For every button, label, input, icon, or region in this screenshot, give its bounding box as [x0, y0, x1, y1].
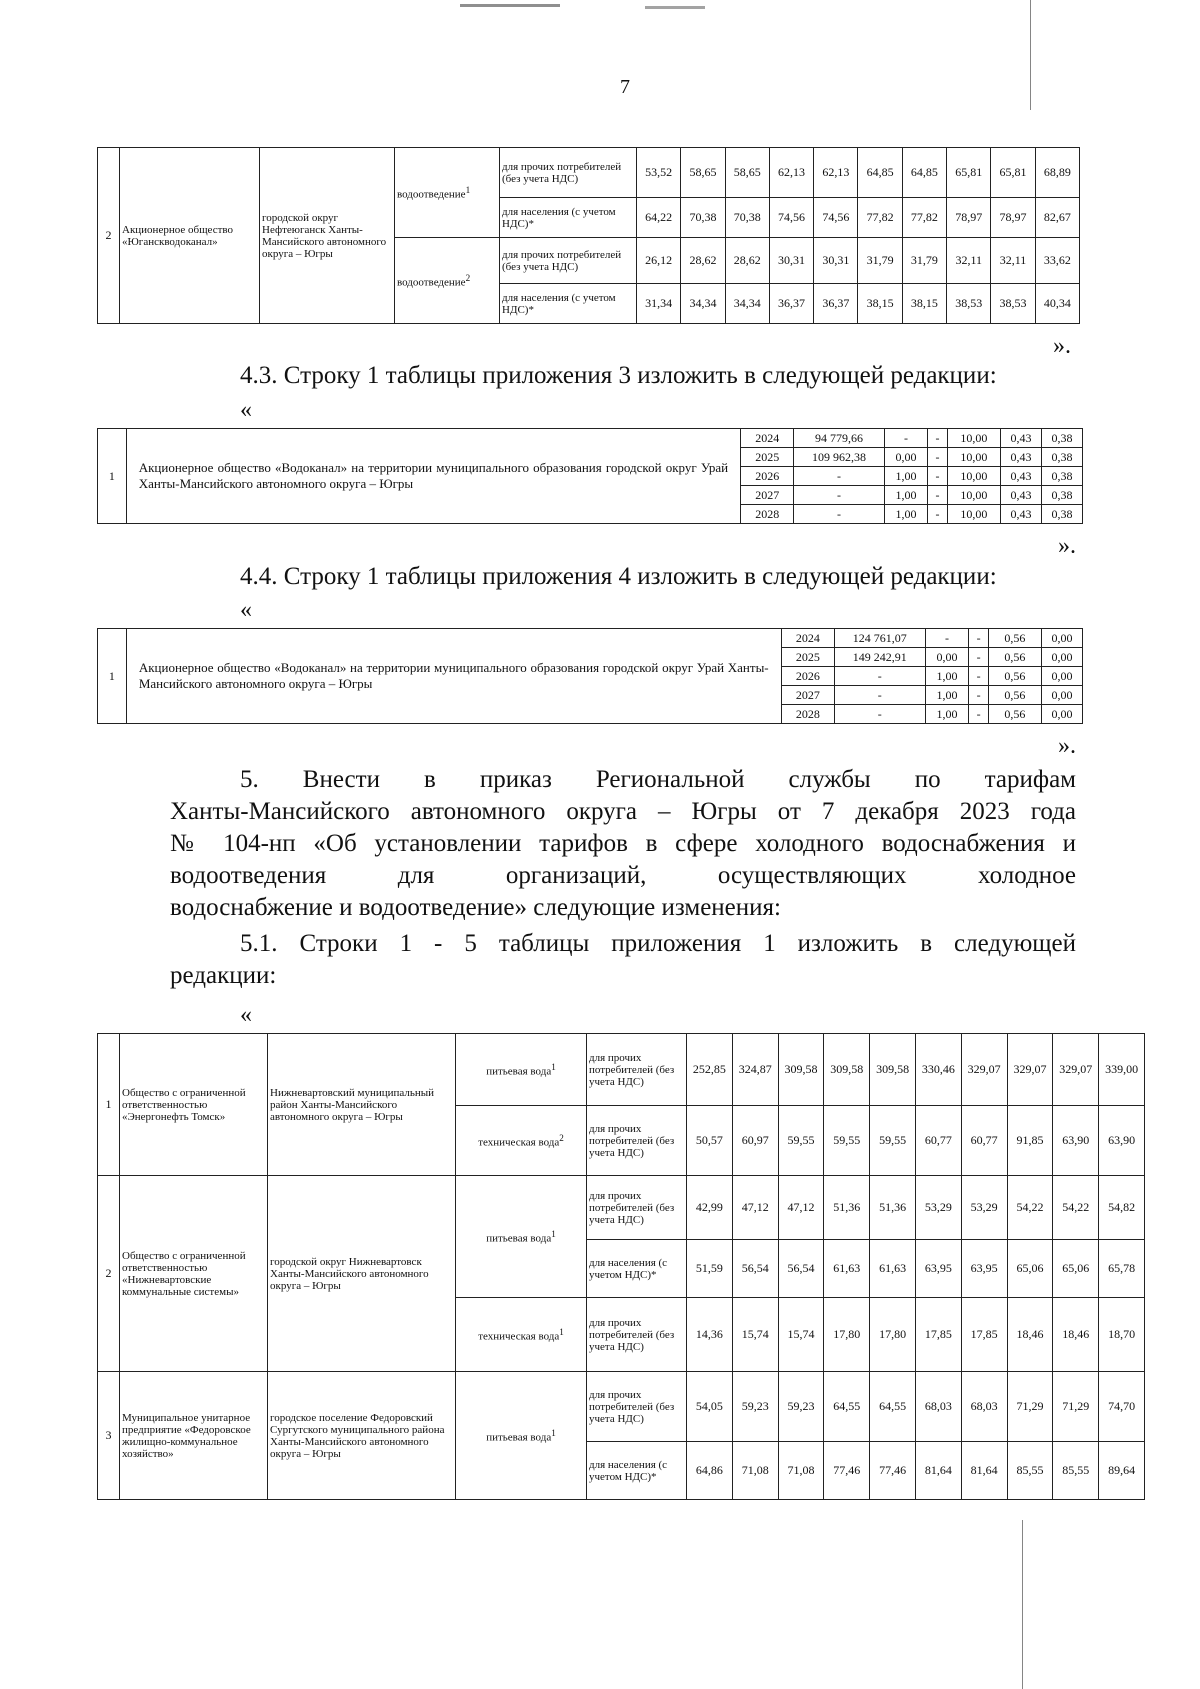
tariff-value: 38,15	[902, 284, 946, 324]
value-cell: 149 242,91	[835, 648, 926, 667]
tariff-value: 15,74	[732, 1298, 778, 1372]
value-cell: -	[969, 629, 988, 648]
row-number: 2	[98, 148, 120, 324]
tariff-value: 54,82	[1099, 1176, 1145, 1240]
tariff-value: 59,23	[732, 1372, 778, 1442]
value-cell: 10,00	[947, 448, 1000, 467]
row-number: 1	[98, 429, 127, 524]
value-cell: 0,38	[1041, 467, 1082, 486]
open-quote-1: «	[240, 397, 252, 423]
tariff-value: 58,65	[681, 148, 725, 198]
org-name: Акционерное общество «Водоканал» на территории муниципального образования городской округ Урай Ханты-Мансийского автономного округа – Югры	[126, 629, 781, 724]
tariff-value: 64,86	[687, 1442, 733, 1500]
tariff-value: 77,82	[902, 198, 946, 238]
tariff-value: 59,55	[778, 1106, 824, 1176]
org-name: Общество с ограниченной ответственностью «Нижневартовские коммунальные системы»	[120, 1176, 268, 1372]
tariff-value: 50,57	[687, 1106, 733, 1176]
org-name: Акционерное общество «Водоканал» на территории муниципального образования городской округ Урай Ханты-Мансийского автономного округа – Югры	[126, 429, 740, 524]
tariff-value: 70,38	[681, 198, 725, 238]
tariff-value: 74,70	[1099, 1372, 1145, 1442]
tariff-value: 54,22	[1053, 1176, 1099, 1240]
org-name: Муниципальное унитарное предприятие «Федоровское жилищно-коммунальное хозяйство»	[120, 1372, 268, 1500]
tariff-value: 51,36	[870, 1176, 916, 1240]
consumer-type: для прочих потребителей (без учета НДС)	[587, 1176, 687, 1240]
tariff-value: 77,82	[858, 198, 902, 238]
para-4-4: 4.4. Строку 1 таблицы приложения 4 изложить в следующей редакции:	[240, 563, 997, 590]
tariff-value: 40,34	[1035, 284, 1079, 324]
service-name: питьевая вода$^1$	[456, 1372, 587, 1500]
value-cell: -	[794, 486, 884, 505]
close-quote-3: ».	[1058, 733, 1076, 759]
tariff-value: 38,53	[991, 284, 1035, 324]
tariff-value: 56,54	[778, 1240, 824, 1298]
territory: городской округ Нижневартовск Ханты-Мансийского автономного округа – Югры	[268, 1176, 456, 1372]
tariff-value: 32,11	[947, 238, 991, 284]
close-quote-2: ».	[1058, 533, 1076, 559]
value-cell: 109 962,38	[794, 448, 884, 467]
value-cell: -	[928, 486, 947, 505]
consumer-type: для населения (с учетом НДС)*	[500, 198, 637, 238]
year-cell: 2025	[741, 448, 794, 467]
tariff-value: 17,80	[824, 1298, 870, 1372]
service-name: питьевая вода$^1$	[456, 1034, 587, 1106]
consumer-type: для населения (с учетом НДС)*	[587, 1442, 687, 1500]
tariff-value: 330,46	[915, 1034, 961, 1106]
row-number: 1	[98, 629, 127, 724]
value-cell: 0,38	[1041, 448, 1082, 467]
value-cell: 0,00	[1041, 705, 1082, 724]
tariff-value: 28,62	[681, 238, 725, 284]
value-cell: 0,00	[884, 448, 928, 467]
consumer-type: для прочих потребителей (без учета НДС)	[587, 1034, 687, 1106]
consumer-type: для населения (с учетом НДС)*	[500, 284, 637, 324]
table-row	[98, 1176, 1145, 1240]
tariff-value: 63,95	[961, 1240, 1007, 1298]
tariff-value: 65,78	[1099, 1240, 1145, 1298]
value-cell: -	[835, 667, 926, 686]
para-5-line-3: № 104-нп «Об установлении тарифов в сфере холодного водоснабжения и	[170, 830, 1076, 857]
value-cell: -	[969, 686, 988, 705]
tariff-value: 36,37	[814, 284, 858, 324]
tariff-value: 65,06	[1053, 1240, 1099, 1298]
tariff-value: 78,97	[947, 198, 991, 238]
tariff-value: 26,12	[637, 238, 681, 284]
table-b	[97, 428, 1083, 524]
tariff-value: 38,53	[947, 284, 991, 324]
tariff-value: 65,06	[1007, 1240, 1053, 1298]
tariff-value: 64,22	[637, 198, 681, 238]
tariff-value: 81,64	[915, 1442, 961, 1500]
tariff-value: 62,13	[814, 148, 858, 198]
year-cell: 2028	[781, 705, 834, 724]
tariff-value: 47,12	[732, 1176, 778, 1240]
tariff-value: 324,87	[732, 1034, 778, 1106]
value-cell: -	[835, 705, 926, 724]
territory: Нижневартовский муниципальный район Ханты-Мансийского автономного округа – Югры	[268, 1034, 456, 1176]
tariff-value: 18,46	[1007, 1298, 1053, 1372]
tariff-value: 71,29	[1053, 1372, 1099, 1442]
tariff-value: 60,77	[915, 1106, 961, 1176]
tariff-value: 53,29	[961, 1176, 1007, 1240]
tariff-value: 36,37	[769, 284, 813, 324]
value-cell: 1,00	[925, 667, 969, 686]
tariff-value: 62,13	[769, 148, 813, 198]
tariff-value: 64,85	[902, 148, 946, 198]
value-cell: 0,00	[1041, 667, 1082, 686]
service-name: питьевая вода$^1$	[456, 1176, 587, 1298]
value-cell: -	[969, 705, 988, 724]
value-cell: 0,43	[1001, 505, 1042, 524]
value-cell: 10,00	[947, 486, 1000, 505]
year-cell: 2026	[781, 667, 834, 686]
close-quote-1: ».	[1053, 333, 1071, 359]
tariff-value: 54,05	[687, 1372, 733, 1442]
value-cell: 1,00	[925, 686, 969, 705]
tariff-value: 71,08	[778, 1442, 824, 1500]
value-cell: 10,00	[947, 505, 1000, 524]
scan-mark-top-2	[645, 6, 705, 9]
tariff-value: 71,29	[1007, 1372, 1053, 1442]
value-cell: -	[884, 429, 928, 448]
table-c	[97, 628, 1083, 724]
value-cell: -	[969, 648, 988, 667]
tariff-value: 61,63	[870, 1240, 916, 1298]
value-cell: -	[925, 629, 969, 648]
value-cell: 0,56	[988, 629, 1041, 648]
year-cell: 2027	[741, 486, 794, 505]
value-cell: 0,43	[1001, 467, 1042, 486]
para-4-3: 4.3. Строку 1 таблицы приложения 3 изложить в следующей редакции:	[240, 362, 997, 389]
tariff-value: 33,62	[1035, 238, 1079, 284]
table-row	[98, 429, 1083, 448]
value-cell: 0,56	[988, 705, 1041, 724]
value-cell: 1,00	[925, 705, 969, 724]
tariff-value: 82,67	[1035, 198, 1079, 238]
year-cell: 2024	[741, 429, 794, 448]
value-cell: 10,00	[947, 429, 1000, 448]
service-name: водоотведение$^1$	[395, 148, 500, 238]
tariff-value: 14,36	[687, 1298, 733, 1372]
territory: городское поселение Федоровский Сургутского муниципального района Ханты-Мансийского автономного округа – Югры	[268, 1372, 456, 1500]
consumer-type: для прочих потребителей (без учета НДС)	[587, 1298, 687, 1372]
tariff-value: 60,97	[732, 1106, 778, 1176]
value-cell: -	[835, 686, 926, 705]
value-cell: 0,00	[925, 648, 969, 667]
scan-edge-line-2	[1022, 1520, 1023, 1689]
value-cell: -	[794, 505, 884, 524]
table-d	[97, 1033, 1145, 1500]
tariff-value: 71,08	[732, 1442, 778, 1500]
tariff-value: 74,56	[769, 198, 813, 238]
year-cell: 2026	[741, 467, 794, 486]
tariff-value: 77,46	[870, 1442, 916, 1500]
table-row	[98, 1372, 1145, 1442]
tariff-value: 329,07	[1053, 1034, 1099, 1106]
value-cell: 1,00	[884, 467, 928, 486]
tariff-value: 51,36	[824, 1176, 870, 1240]
year-cell: 2025	[781, 648, 834, 667]
value-cell: 124 761,07	[835, 629, 926, 648]
service-name: техническая вода$^2$	[456, 1106, 587, 1176]
tariff-value: 38,15	[858, 284, 902, 324]
para-5-line-4: водоотведения для организаций, осуществляющих холодное	[170, 862, 1076, 889]
tariff-value: 63,90	[1099, 1106, 1145, 1176]
org-name: Акционерное общество «Юганскводоканал»	[120, 148, 260, 324]
tariff-value: 17,80	[870, 1298, 916, 1372]
tariff-value: 18,70	[1099, 1298, 1145, 1372]
value-cell: 0,38	[1041, 429, 1082, 448]
value-cell: 0,56	[988, 648, 1041, 667]
tariff-value: 61,63	[824, 1240, 870, 1298]
tariff-value: 78,97	[991, 198, 1035, 238]
value-cell: -	[928, 505, 947, 524]
value-cell: 0,00	[1041, 648, 1082, 667]
value-cell: 0,38	[1041, 505, 1082, 524]
territory: городской округ Нефтеюганск Ханты-Мансийского автономного округа – Югры	[260, 148, 395, 324]
para-5-line-5: водоснабжение и водоотведение» следующие изменения:	[170, 894, 781, 921]
tariff-value: 54,22	[1007, 1176, 1053, 1240]
tariff-value: 309,58	[870, 1034, 916, 1106]
value-cell: 0,43	[1001, 486, 1042, 505]
tariff-value: 65,81	[991, 148, 1035, 198]
tariff-value: 31,79	[858, 238, 902, 284]
consumer-type: для прочих потребителей (без учета НДС)	[587, 1106, 687, 1176]
tariff-value: 329,07	[961, 1034, 1007, 1106]
tariff-value: 81,64	[961, 1442, 1007, 1500]
tariff-value: 30,31	[769, 238, 813, 284]
consumer-type: для прочих потребителей (без учета НДС)	[500, 238, 637, 284]
tariff-value: 68,89	[1035, 148, 1079, 198]
service-name: техническая вода$^1$	[456, 1298, 587, 1372]
tariff-value: 32,11	[991, 238, 1035, 284]
tariff-value: 64,55	[824, 1372, 870, 1442]
tariff-value: 64,55	[870, 1372, 916, 1442]
tariff-value: 309,58	[778, 1034, 824, 1106]
para-5-line-2: Ханты-Мансийского автономного округа – Югры от 7 декабря 2023 года	[170, 798, 1076, 825]
tariff-value: 77,46	[824, 1442, 870, 1500]
para-5-1-line-2: редакции:	[170, 962, 277, 989]
scan-edge-line	[1030, 0, 1031, 110]
table-row	[98, 148, 1080, 198]
tariff-value: 59,23	[778, 1372, 824, 1442]
page-number: 7	[620, 76, 630, 98]
consumer-type: для прочих потребителей (без учета НДС)	[587, 1372, 687, 1442]
tariff-value: 68,03	[915, 1372, 961, 1442]
tariff-value: 15,74	[778, 1298, 824, 1372]
tariff-value: 329,07	[1007, 1034, 1053, 1106]
value-cell: 10,00	[947, 467, 1000, 486]
tariff-value: 74,56	[814, 198, 858, 238]
tariff-value: 47,12	[778, 1176, 824, 1240]
tariff-value: 68,03	[961, 1372, 1007, 1442]
para-5-line-1: 5. Внести в приказ Региональной службы по тарифам	[240, 766, 1076, 793]
tariff-value: 64,85	[858, 148, 902, 198]
table-a	[97, 147, 1080, 324]
consumer-type: для населения (с учетом НДС)*	[587, 1240, 687, 1298]
tariff-value: 17,85	[961, 1298, 1007, 1372]
tariff-value: 53,29	[915, 1176, 961, 1240]
value-cell: 1,00	[884, 505, 928, 524]
tariff-value: 31,79	[902, 238, 946, 284]
tariff-value: 65,81	[947, 148, 991, 198]
tariff-value: 18,46	[1053, 1298, 1099, 1372]
tariff-value: 89,64	[1099, 1442, 1145, 1500]
value-cell: 0,00	[1041, 686, 1082, 705]
tariff-value: 58,65	[725, 148, 769, 198]
tariff-value: 30,31	[814, 238, 858, 284]
consumer-type: для прочих потребителей (без учета НДС)	[500, 148, 637, 198]
tariff-value: 91,85	[1007, 1106, 1053, 1176]
value-cell: 94 779,66	[794, 429, 884, 448]
year-cell: 2027	[781, 686, 834, 705]
tariff-value: 63,90	[1053, 1106, 1099, 1176]
tariff-value: 252,85	[687, 1034, 733, 1106]
tariff-value: 70,38	[725, 198, 769, 238]
value-cell: 0,43	[1001, 429, 1042, 448]
tariff-value: 85,55	[1053, 1442, 1099, 1500]
org-name: Общество с ограниченной ответственностью «Энергонефть Томск»	[120, 1034, 268, 1176]
tariff-value: 42,99	[687, 1176, 733, 1240]
year-cell: 2024	[781, 629, 834, 648]
value-cell: 0,56	[988, 686, 1041, 705]
table-row	[98, 1034, 1145, 1106]
para-5-1-line-1: 5.1. Строки 1 - 5 таблицы приложения 1 изложить в следующей	[240, 930, 1076, 957]
open-quote-3: «	[240, 1002, 252, 1028]
tariff-value: 339,00	[1099, 1034, 1145, 1106]
row-number: 2	[98, 1176, 120, 1372]
value-cell: -	[928, 448, 947, 467]
tariff-value: 53,52	[637, 148, 681, 198]
tariff-value: 56,54	[732, 1240, 778, 1298]
row-number: 3	[98, 1372, 120, 1500]
value-cell: 0,38	[1041, 486, 1082, 505]
value-cell: -	[794, 467, 884, 486]
tariff-value: 28,62	[725, 238, 769, 284]
tariff-value: 51,59	[687, 1240, 733, 1298]
value-cell: 0,56	[988, 667, 1041, 686]
table-row	[98, 629, 1083, 648]
tariff-value: 309,58	[824, 1034, 870, 1106]
tariff-value: 31,34	[637, 284, 681, 324]
tariff-value: 63,95	[915, 1240, 961, 1298]
tariff-value: 85,55	[1007, 1442, 1053, 1500]
value-cell: -	[969, 667, 988, 686]
value-cell: -	[928, 467, 947, 486]
tariff-value: 59,55	[824, 1106, 870, 1176]
service-name: водоотведение$^2$	[395, 238, 500, 324]
scan-mark-top	[460, 4, 560, 7]
value-cell: 0,43	[1001, 448, 1042, 467]
value-cell: 1,00	[884, 486, 928, 505]
tariff-value: 34,34	[725, 284, 769, 324]
open-quote-2: «	[240, 597, 252, 623]
row-number: 1	[98, 1034, 120, 1176]
tariff-value: 60,77	[961, 1106, 1007, 1176]
tariff-value: 17,85	[915, 1298, 961, 1372]
value-cell: -	[928, 429, 947, 448]
year-cell: 2028	[741, 505, 794, 524]
tariff-value: 34,34	[681, 284, 725, 324]
value-cell: 0,00	[1041, 629, 1082, 648]
tariff-value: 59,55	[870, 1106, 916, 1176]
